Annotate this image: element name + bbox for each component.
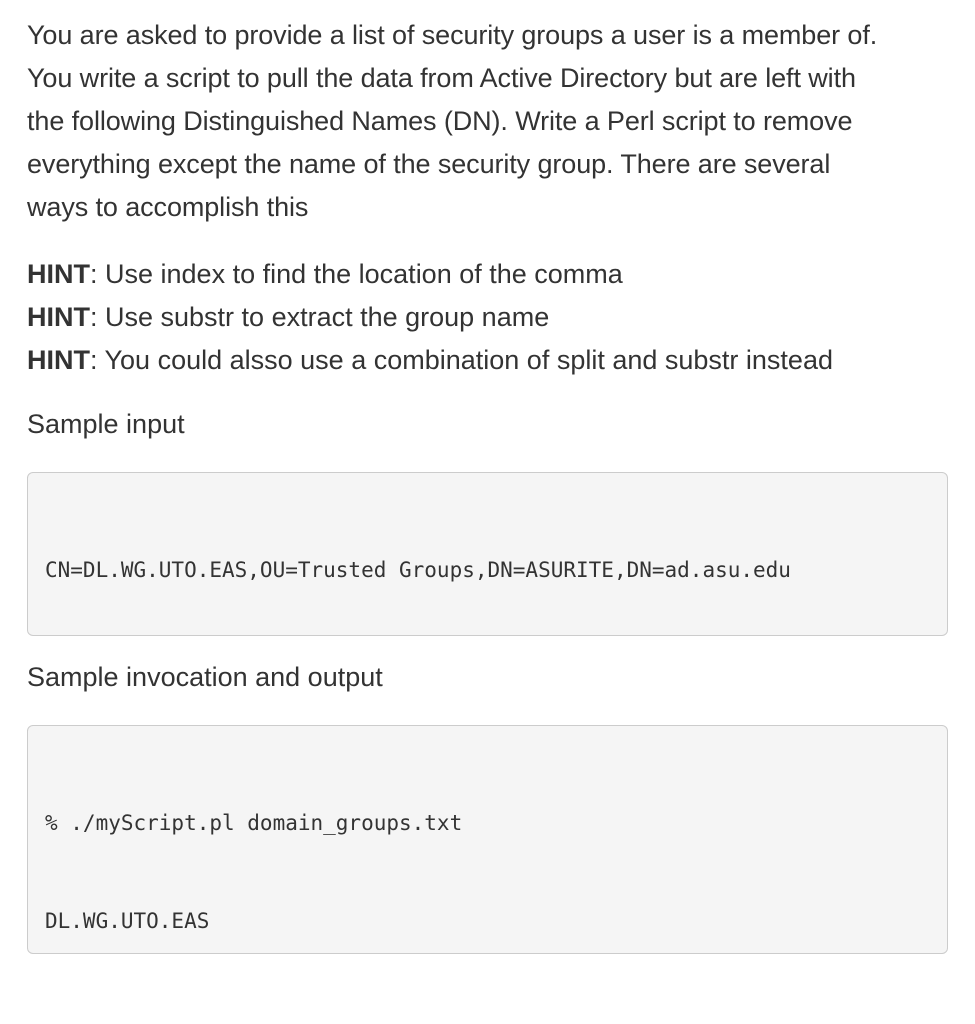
hint-item	[27, 339, 948, 382]
code-line: CN=DL.WG.UTO.EAS,OU=Trusted Groups,DN=ASURITE,DN=ad.asu.edu	[45, 558, 791, 582]
intro-line: You write a script to pull the data from Active Directory but are left with	[27, 63, 856, 93]
intro-line: the following Distinguished Names (DN). Write a Perl script to remove	[27, 106, 853, 136]
sample-input-code-block	[27, 472, 948, 636]
code-line: % ./myScript.pl domain_groups.txt	[45, 811, 463, 835]
hints-list	[27, 253, 948, 382]
hint-item	[27, 253, 948, 296]
hint-text: : You could alsso use a combination of split and substr instead	[90, 345, 833, 375]
code-line: DL.WG.UTO.EAS	[45, 908, 210, 933]
intro-line: everything except the name of the security group. There are several	[27, 149, 831, 179]
assignment-content	[27, 14, 948, 954]
hint-label: HINT	[27, 345, 90, 375]
hint-text: : Use index to find the location of the comma	[90, 259, 623, 289]
sample-input-heading: Sample input	[27, 409, 185, 439]
hint-item	[27, 296, 948, 339]
hint-label: HINT	[27, 259, 90, 289]
sample-output-code-block	[27, 725, 948, 954]
hint-label: HINT	[27, 302, 90, 332]
hint-text: : Use substr to extract the group name	[90, 302, 550, 332]
intro-line: You are asked to provide a list of security groups a user is a member of.	[27, 20, 878, 50]
sample-output-heading: Sample invocation and output	[27, 662, 383, 692]
intro-paragraph	[27, 14, 948, 229]
intro-line: ways to accomplish this	[27, 192, 309, 222]
